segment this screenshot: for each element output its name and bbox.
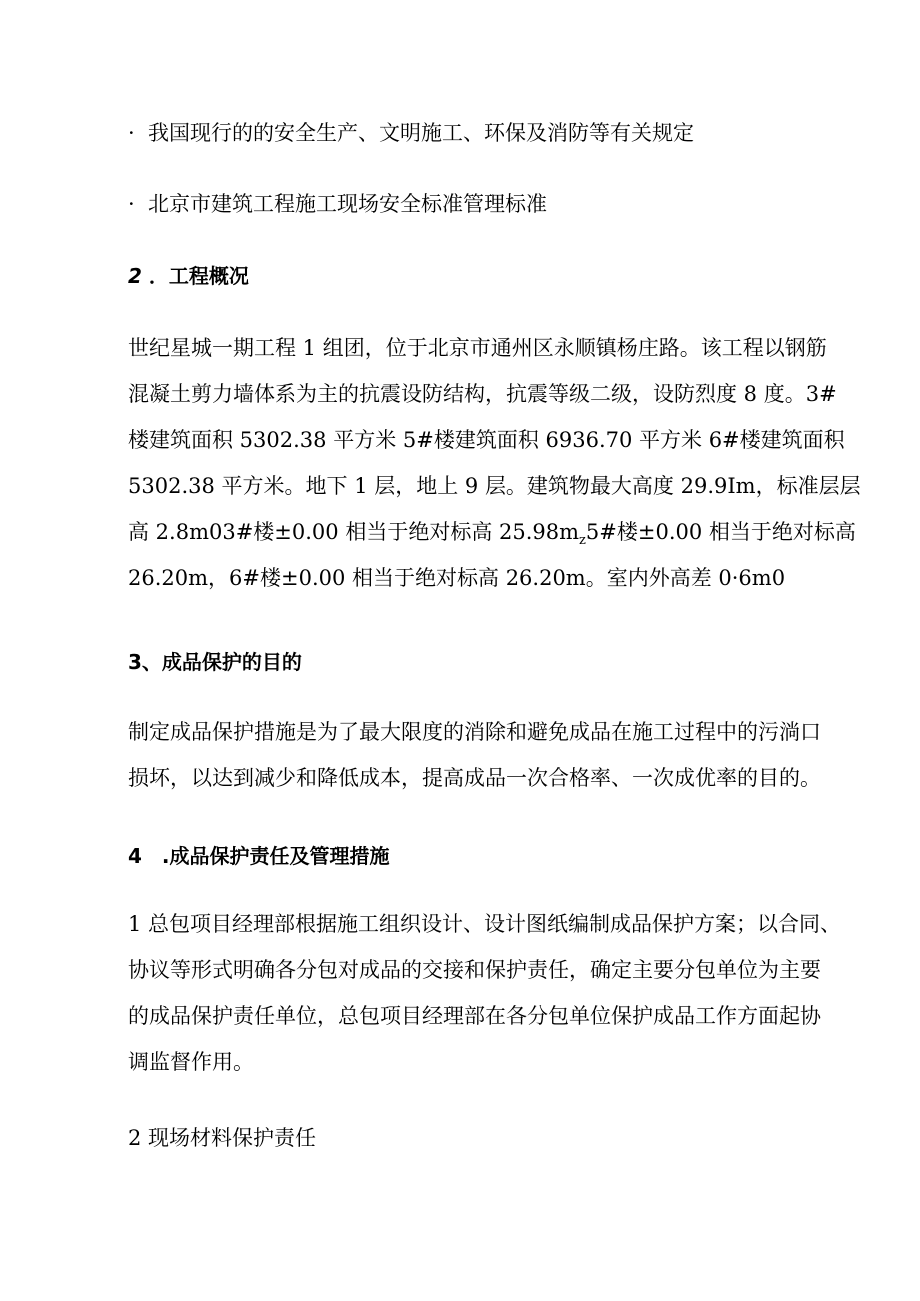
paragraph-line: 损坏，以达到减少和降低成本，提高成品一次合格率、一次成优率的目的。 — [128, 766, 821, 790]
bullet-dot: · — [128, 121, 135, 145]
section-4-heading: 4 .成品保护责任及管理措施 — [128, 844, 390, 868]
bullet-dot: · — [128, 192, 135, 216]
paragraph-line: 26.20m，6#楼±0.00 相当于绝对标高 26.20m。室内外高差 0·6m0 — [128, 566, 786, 590]
paragraph-line — [128, 518, 856, 555]
bullet-text: 我国现行的的安全生产、文明施工、环保及消防等有关规定 — [148, 121, 694, 145]
paragraph-text: 5#楼±0.00 相当于绝对标高 — [585, 520, 856, 544]
paragraph-line: 制定成品保护措施是为了最大限度的消除和避免成品在施工过程中的污淌口 — [128, 720, 821, 744]
bullet-text: 北京市建筑工程施工现场安全标准管理标准 — [148, 192, 547, 216]
paragraph-line: 2 现场材料保护责任 — [128, 1126, 317, 1150]
paragraph-line: 的成品保护责任单位，总包项目经理部在各分包单位保护成品工作方面起协 — [128, 1004, 821, 1028]
section-number: 2 — [128, 264, 142, 288]
paragraph-line: 调监督作用。 — [128, 1050, 254, 1074]
paragraph-line: 楼建筑面积 5302.38 平方米 5#楼建筑面积 6936.70 平方米 6#楼建筑面积 — [128, 428, 845, 452]
bullet-item — [128, 119, 694, 147]
paragraph-line: 5302.38 平方米。地下 1 层，地上 9 层。建筑物最大高度 29.9Im，标准层层 — [128, 474, 861, 498]
section-title: ．工程概况 — [148, 264, 249, 288]
paragraph-line: 世纪星城一期工程 1 组团，位于北京市通州区永顺镇杨庄路。该工程以钢筋 — [128, 336, 827, 360]
paragraph-text: 高 2.8m03#楼±0.00 相当于绝对标高 25.98m — [128, 520, 580, 544]
section-3-heading: 3、成品保护的目的 — [128, 650, 302, 674]
bullet-item — [128, 190, 547, 218]
paragraph-line: 协议等形式明确各分包对成品的交接和保护责任，确定主要分包单位为主要 — [128, 958, 821, 982]
section-2-heading — [128, 262, 249, 290]
paragraph-line: 1 总包项目经理部根据施工组织设计、设计图纸编制成品保护方案；以合同、 — [128, 912, 842, 936]
subscript-mark: z — [579, 533, 586, 549]
paragraph-line: 混凝土剪力墙体系为主的抗震设防结构，抗震等级二级，设防烈度 8 度。3# — [128, 382, 837, 406]
